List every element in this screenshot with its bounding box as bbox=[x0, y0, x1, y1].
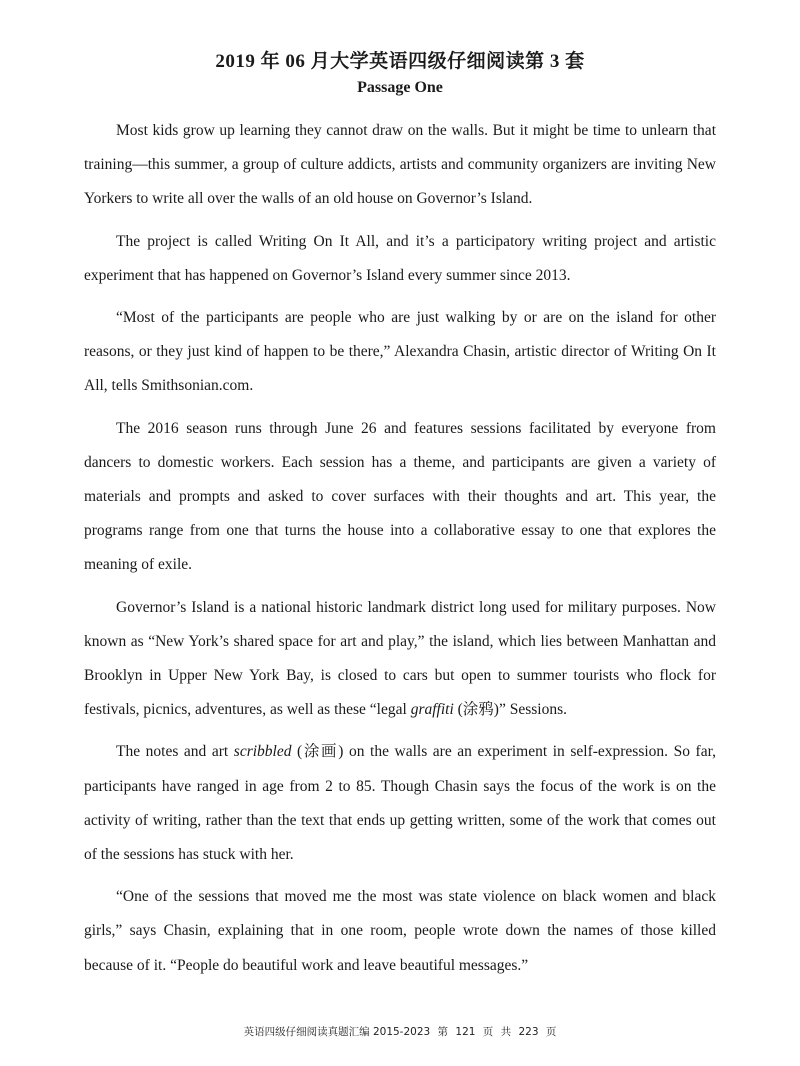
footer-page-label: 第 bbox=[437, 1026, 449, 1038]
paragraph-3 bbox=[84, 301, 716, 404]
paragraph-text: The 2016 season runs through June 26 and features sessions facilitated by everyone from dancers to domestic workers. Each session has a theme, and participants are given a variety of materials and prompts and asked to cover surfaces with their thoughts and art. This year, the programs range from one that turns the house into a collaborative essay to one that explores the meaning of exile. bbox=[84, 419, 716, 574]
footer-page-unit: 页 bbox=[482, 1026, 494, 1038]
italic-term-scribbled: scribbled bbox=[233, 743, 292, 761]
paragraph-text: “One of the sessions that moved me the most was state violence on black women and black girls,” says Chasin, explaining that in one room, people wrote down the names of those killed because of it. “People do beautiful work and leave beautiful messages.” bbox=[84, 888, 716, 974]
footer-total-pages: 223 bbox=[518, 1026, 539, 1038]
footer-total-unit: 页 bbox=[545, 1026, 557, 1038]
footer-source: 英语四级仔细阅读真题汇编 2015-2023 bbox=[243, 1026, 431, 1038]
paragraph-text: Governor’s Island is a national historic landmark district long used for military purposes. Now known as “New York’s shared space for art and play,” the island, which lies between Manhattan and Brooklyn in Upper New York Bay, is closed to cars but open to summer tourists who flock for festivals, picnics, adventures, as well as these “legal bbox=[84, 598, 716, 719]
paragraph-6 bbox=[84, 735, 716, 872]
paragraph-5 bbox=[84, 591, 716, 728]
footer-total-label: 共 bbox=[500, 1026, 512, 1038]
paragraph-text: The project is called Writing On It All, and it’s a participatory writing project and artistic experiment that has happened on Governor’s Island every summer since 2013. bbox=[84, 232, 716, 284]
passage-body bbox=[84, 114, 716, 991]
paragraph-text: (涂鸦)” Sessions. bbox=[453, 701, 567, 719]
passage-heading: Passage One bbox=[357, 79, 443, 96]
italic-term-graffiti: graffiti bbox=[410, 701, 454, 719]
paragraph-2 bbox=[84, 225, 716, 293]
paragraph-1 bbox=[84, 114, 716, 217]
paragraph-7 bbox=[84, 880, 716, 983]
page-title: 2019 年 06 月大学英语四级仔细阅读第 3 套 bbox=[215, 51, 585, 72]
paragraph-text: “Most of the participants are people who are just walking by or are on the island for other reasons, or they just kind of happen to be there,” Alexandra Chasin, artistic director of Writing On It All, tells Smithsonian.com. bbox=[84, 309, 716, 395]
paragraph-text: Most kids grow up learning they cannot draw on the walls. But it might be time to unlearn that training—this summer, a group of culture addicts, artists and community organizers are inviting New Yorkers to write all over the walls of an old house on Governor’s Island. bbox=[84, 122, 716, 208]
page-footer bbox=[0, 1024, 800, 1039]
paragraph-text: The notes and art bbox=[116, 743, 234, 761]
paragraph-text: (涂画) on the walls are an experiment in self-expression. So far, participants have ranged in age from 2 to 85. Though Chasin says the focus of the work is on the activity of writing, rather than the text that ends up getting written, some of the work that comes out of the sessions has stuck with her. bbox=[84, 743, 716, 864]
footer-page-number: 121 bbox=[455, 1026, 476, 1038]
paragraph-4 bbox=[84, 412, 716, 583]
